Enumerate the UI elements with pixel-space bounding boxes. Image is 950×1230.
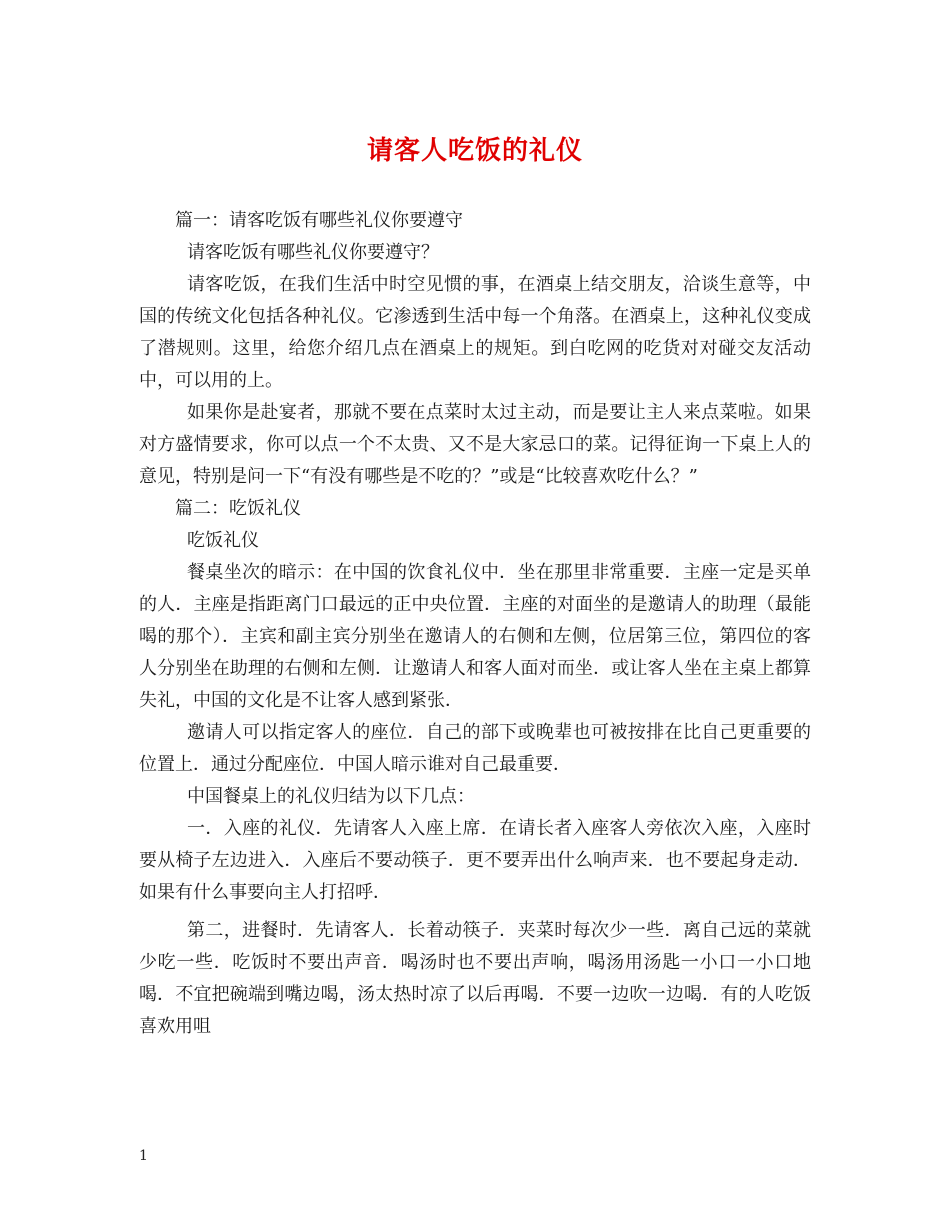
paragraph-6: 一．入座的礼仪．先请客人入座上席．在请长者入座客人旁依次入座，入座时要从椅子左边进入．入座后不要动筷子．更不要弄出什么响声来．也不要起身走动．如果有什么事要向主人打招呼． [139, 818, 811, 903]
paragraph-5: 中国餐桌上的礼仪归结为以下几点： [187, 786, 475, 807]
page-number: 1 [139, 1148, 148, 1164]
paragraph-3: 餐桌坐次的暗示：在中国的饮食礼仪中．坐在那里非常重要．主座一定是买单的人．主座是指距离门口最远的正中央位置．主座的对面坐的是邀请人的助理（最能喝的那个）．主宾和副主宾分别坐在邀请人的右侧和左侧，位居第三位，第四位的客人分别坐在助理的右侧和左侧．让邀请人和客人面对而坐．或让客人坐在主桌上都算失礼，中国的文化是不让客人感到紧张． [139, 562, 811, 711]
page-title: 请客人吃饭的礼仪 [366, 136, 583, 166]
section-heading-1: 篇一：请客吃饭有哪些礼仪你要遵守 [175, 210, 463, 231]
paragraph-2: 如果你是赴宴者，那就不要在点菜时太过主动，而是要让主人来点菜啦。如果对方盛情要求，你可以点一个不太贵、又不是大家忌口的菜。记得征询一下桌上人的意见，特别是问一下“有没有哪些是不吃的？”或是“比较喜欢吃什么？” [139, 402, 811, 487]
paragraph-7: 第二，进餐时．先请客人．长着动筷子．夹菜时每次少一些．离自己远的菜就少吃一些．吃饭时不要出声音．喝汤时也不要出声响，喝汤用汤匙一小口一小口地喝．不宜把碗端到嘴边喝，汤太热时凉了以后再喝．不要一边吹一边喝．有的人吃饭喜欢用咀 [139, 920, 811, 1037]
subheading-2: 吃饭礼仪 [187, 530, 259, 551]
section-heading-2: 篇二：吃饭礼仪 [175, 498, 301, 519]
document-body [139, 205, 811, 1043]
paragraph-1: 请客吃饭，在我们生活中时空见惯的事，在酒桌上结交朋友，洽谈生意等，中国的传统文化包括各种礼仪。它渗透到生活中每一个角落。在酒桌上，这种礼仪变成了潜规则。这里，给您介绍几点在酒桌上的规矩。到白吃网的吃货对对碰交友活动中，可以用的上。 [139, 274, 811, 391]
subheading-1: 请客吃饭有哪些礼仪你要遵守？ [187, 242, 439, 263]
paragraph-4: 邀请人可以指定客人的座位．自己的部下或晚辈也可被按排在比自己更重要的位置上．通过分配座位．中国人暗示谁对自己最重要． [139, 722, 811, 775]
